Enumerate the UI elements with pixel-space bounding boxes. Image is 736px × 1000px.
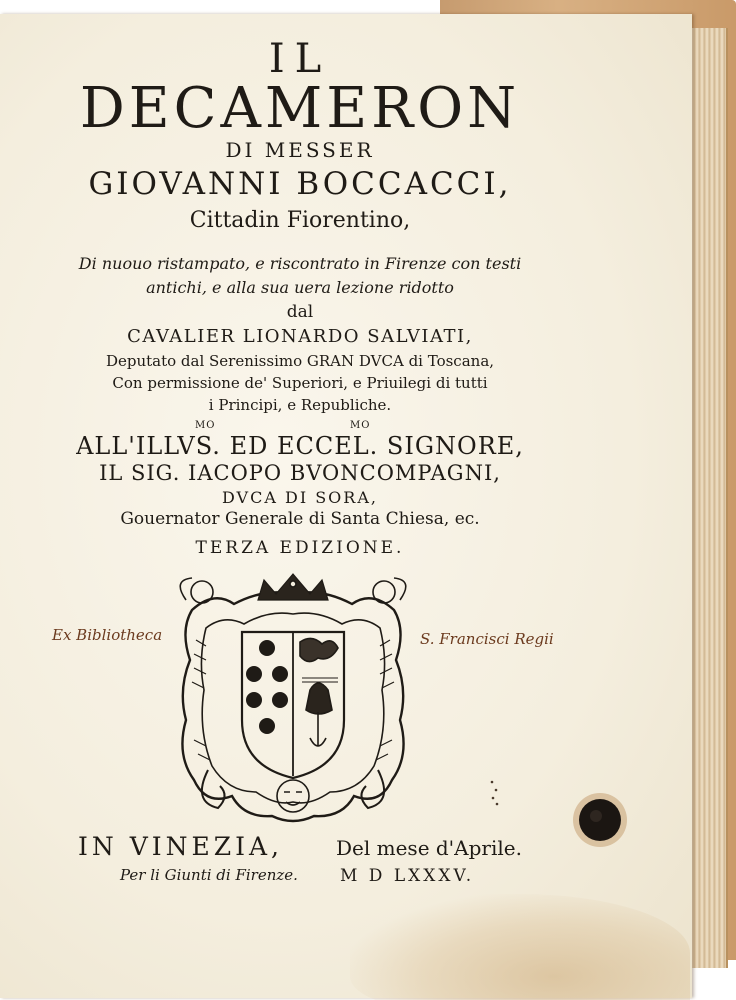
author-name: GIOVANNI BOCCACCI, <box>88 166 512 202</box>
dal-text: dal <box>286 302 314 322</box>
title-page <box>0 14 692 998</box>
dedicatee-name: IL SIG. IACOPO BVONCOMPAGNI, <box>99 461 501 485</box>
dedication-line: ALL'ILLVS. ED ECCEL. SIGNORE, <box>76 432 524 460</box>
editor-name: CAVALIER LIONARDO SALVIATI, <box>127 326 473 347</box>
deputato-line: Deputato dal Serenissimo GRAN DVCA di Toscana, <box>105 352 495 370</box>
wax-seal-icon <box>572 792 628 848</box>
imprint-month: Del mese d'Aprile. <box>336 836 522 860</box>
permission-line: Con permissione de' Superiori, e Priuilegi di tutti <box>112 374 488 392</box>
coat-of-arms-woodcut-icon <box>172 570 414 826</box>
edition-line: TERZA EDIZIONE. <box>195 538 405 558</box>
title-il: IL <box>268 36 332 82</box>
superscript-mo-1: MO <box>195 420 216 431</box>
imprint-printer: Per li Giunti di Firenze. <box>120 866 298 884</box>
page-edges <box>686 28 728 968</box>
book-title: DECAMERON <box>79 76 521 141</box>
inscription-left: Ex Bibliotheca <box>52 626 163 644</box>
imprint-place: IN VINEZIA, <box>78 832 283 861</box>
principi-line: i Principi, e Republiche. <box>208 396 392 414</box>
duca-di-sora: DVCA DI SORA, <box>222 488 378 507</box>
inscription-right: S. Francisci Regii <box>420 630 554 648</box>
imprint-year: M D LXXXV. <box>340 866 475 886</box>
ink-marks-icon <box>488 778 500 808</box>
superscript-mo-2: MO <box>350 420 371 431</box>
author-citizenship: Cittadin Fiorentino, <box>189 208 411 233</box>
subtitle-line-2: antichi, e alla sua uera lezione ridotto <box>146 278 454 297</box>
gouernator-line: Gouernator Generale di Santa Chiesa, ec. <box>120 509 480 529</box>
water-stain <box>350 894 690 1000</box>
subtitle-line-1: Di nuouo ristampato, e riscontrato in Firenze con testi <box>78 254 522 273</box>
di-messer: DI MESSER <box>225 138 375 162</box>
